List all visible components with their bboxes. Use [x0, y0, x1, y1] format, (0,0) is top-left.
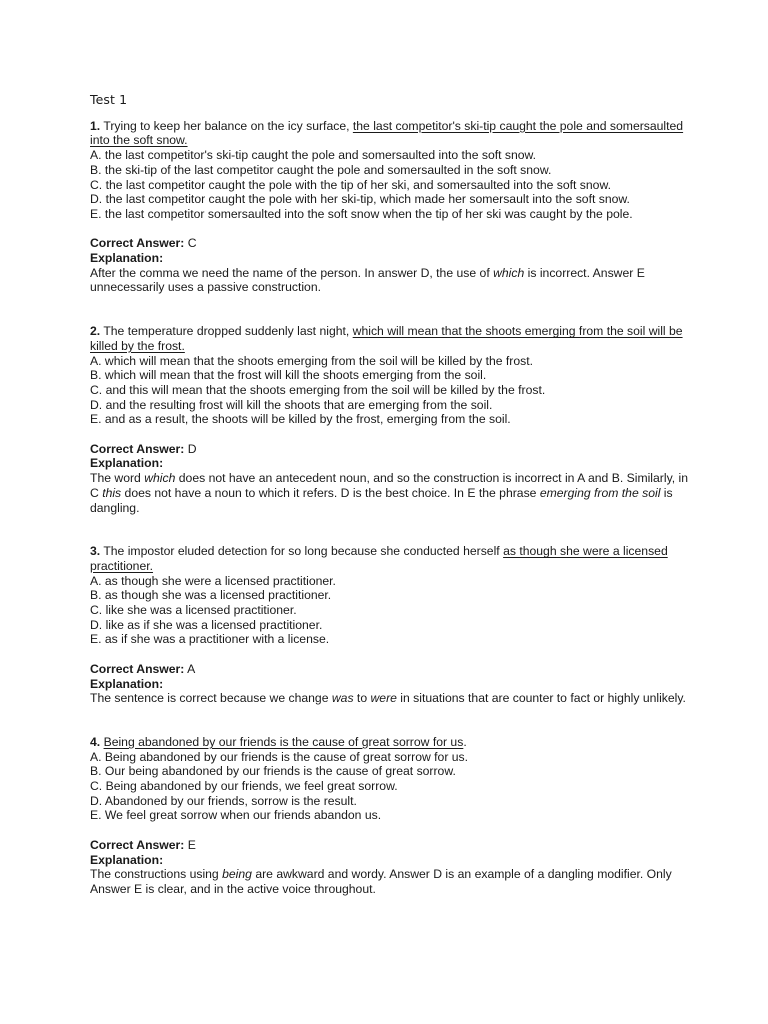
question-list [90, 119, 690, 897]
question-underlined-part: which will mean that the shoots emerging from the soil will be killed by the frost. [90, 324, 683, 353]
answer-option: D. the last competitor caught the pole with her ski-tip, which made her somersault into the soft snow. [90, 192, 630, 207]
explanation-segment: does not have a noun to which it refers. D is the best choice. In E the phrase [121, 485, 540, 500]
question-stem [90, 119, 690, 148]
answer-option: B. which will mean that the frost will kill the shoots emerging from the soil. [90, 368, 487, 383]
answer-option: A. the last competitor's ski-tip caught the pole and somersaulted into the soft snow. [90, 148, 537, 163]
question-spacer [90, 515, 690, 544]
answer-option: A. as though she were a licensed practitioner. [90, 573, 336, 588]
explanation-text [90, 691, 690, 706]
explanation-label: Explanation: [90, 456, 164, 471]
answer-block [90, 662, 690, 706]
correct-answer-value: E [187, 837, 196, 852]
correct-answer-value: C [187, 236, 197, 251]
question-prefix: Trying to keep her balance on the icy surface, [100, 118, 353, 133]
question-block [90, 324, 690, 515]
question-number: 2. [90, 324, 101, 339]
explanation-segment: are awkward and wordy. Answer D is an example of a dangling modifier. Only Answer E is clear, and in the active voice throughout. [90, 867, 672, 896]
correct-answer-label: Correct Answer: [90, 661, 185, 676]
correct-answer-label: Correct Answer: [90, 441, 185, 456]
explanation-segment: in situations that are counter to fact or highly unlikely. [396, 691, 686, 706]
question-underlined-part: as though she were a licensed practitioner. [90, 544, 668, 573]
question-spacer [90, 295, 690, 324]
answer-option: A. which will mean that the shoots emerging from the soil will be killed by the frost. [90, 353, 534, 368]
explanation-segment: does not have an antecedent noun, and so the construction is incorrect in A and B. Similarly, in C [90, 471, 689, 500]
answer-block [90, 838, 690, 897]
correct-answer-value: A [187, 661, 196, 676]
explanation-label: Explanation: [90, 852, 164, 867]
question-underlined-part: the last competitor's ski-tip caught the pole and somersaulted into the soft snow. [90, 118, 684, 148]
question-spacer [90, 706, 690, 735]
question-prefix: The impostor eluded detection for so long because she conducted herself [100, 544, 504, 559]
question-stem [90, 735, 690, 750]
explanation-text [90, 867, 690, 896]
document-page [90, 93, 690, 897]
explanation-emphasis: were [370, 691, 397, 706]
explanation-text [90, 471, 690, 515]
explanation-label: Explanation: [90, 251, 164, 266]
answer-option: B. Our being abandoned by our friends is the cause of great sorrow. [90, 764, 456, 779]
correct-answer-value: D [187, 441, 197, 456]
answer-option: E. We feel great sorrow when our friends abandon us. [90, 808, 382, 823]
question-prefix: The temperature dropped suddenly last night, [100, 324, 353, 339]
correct-answer-label: Correct Answer: [90, 236, 185, 251]
answer-block [90, 442, 690, 516]
question-suffix: . [463, 734, 467, 749]
answer-option: C. and this will mean that the shoots emerging from the soil will be killed by the frost. [90, 382, 546, 397]
explanation-segment: is incorrect. Answer E unnecessarily uses a passive construction. [90, 265, 645, 295]
answer-option: E. and as a result, the shoots will be killed by the frost, emerging from the soil. [90, 412, 511, 427]
question-number: 1. [90, 118, 101, 133]
explanation-emphasis: this [102, 485, 122, 500]
answer-option: B. the ski-tip of the last competitor caught the pole and somersaulted in the soft snow. [90, 162, 552, 177]
correct-answer-label: Correct Answer: [90, 837, 185, 852]
explanation-emphasis: which [144, 471, 176, 486]
answer-option: D. like as if she was a licensed practitioner. [90, 617, 323, 632]
explanation-segment: After the comma we need the name of the person. In answer D, the use of [90, 265, 494, 280]
question-block [90, 119, 690, 295]
answer-block [90, 236, 690, 295]
explanation-text [90, 266, 690, 295]
answer-options [90, 354, 690, 428]
correct-answer-line [90, 838, 690, 853]
answer-options [90, 750, 690, 824]
question-number: 3. [90, 544, 101, 559]
explanation-segment: The word [90, 471, 145, 486]
answer-option: A. Being abandoned by our friends is the cause of great sorrow for us. [90, 749, 469, 764]
answer-option: B. as though she was a licensed practitioner. [90, 588, 332, 603]
question-number: 4. [90, 734, 101, 749]
explanation-segment: to [353, 691, 371, 706]
answer-option: D. Abandoned by our friends, sorrow is the result. [90, 793, 357, 808]
answer-options [90, 574, 690, 648]
answer-option: C. the last competitor caught the pole with the tip of her ski, and somersaulted into the soft snow. [90, 177, 611, 192]
explanation-label: Explanation: [90, 676, 164, 691]
question-block [90, 544, 690, 706]
question-underlined-part: Being abandoned by our friends is the cause of great sorrow for us [103, 734, 464, 749]
question-block [90, 735, 690, 897]
correct-answer-line [90, 662, 690, 677]
correct-answer-line [90, 442, 690, 457]
explanation-emphasis: which [493, 265, 525, 280]
answer-options [90, 148, 690, 222]
explanation-emphasis: being [222, 867, 252, 882]
answer-option: E. as if she was a practitioner with a license. [90, 632, 330, 647]
explanation-emphasis: was [331, 691, 354, 706]
explanation-segment: is dangling. [90, 485, 673, 515]
correct-answer-line [90, 236, 690, 251]
explanation-segment: The constructions using [90, 867, 223, 882]
answer-option: C. Being abandoned by our friends, we feel great sorrow. [90, 779, 398, 794]
explanation-emphasis: emerging from the soil [539, 485, 661, 500]
explanation-segment: The sentence is correct because we change [90, 691, 332, 706]
test-title: Test 1 [90, 92, 128, 107]
question-stem [90, 324, 690, 353]
answer-option: D. and the resulting frost will kill the shoots that are emerging from the soil. [90, 397, 493, 412]
answer-option: E. the last competitor somersaulted into the soft snow when the tip of her ski was caught by the pole. [90, 206, 633, 221]
answer-option: C. like she was a licensed practitioner. [90, 603, 297, 618]
question-stem [90, 544, 690, 573]
